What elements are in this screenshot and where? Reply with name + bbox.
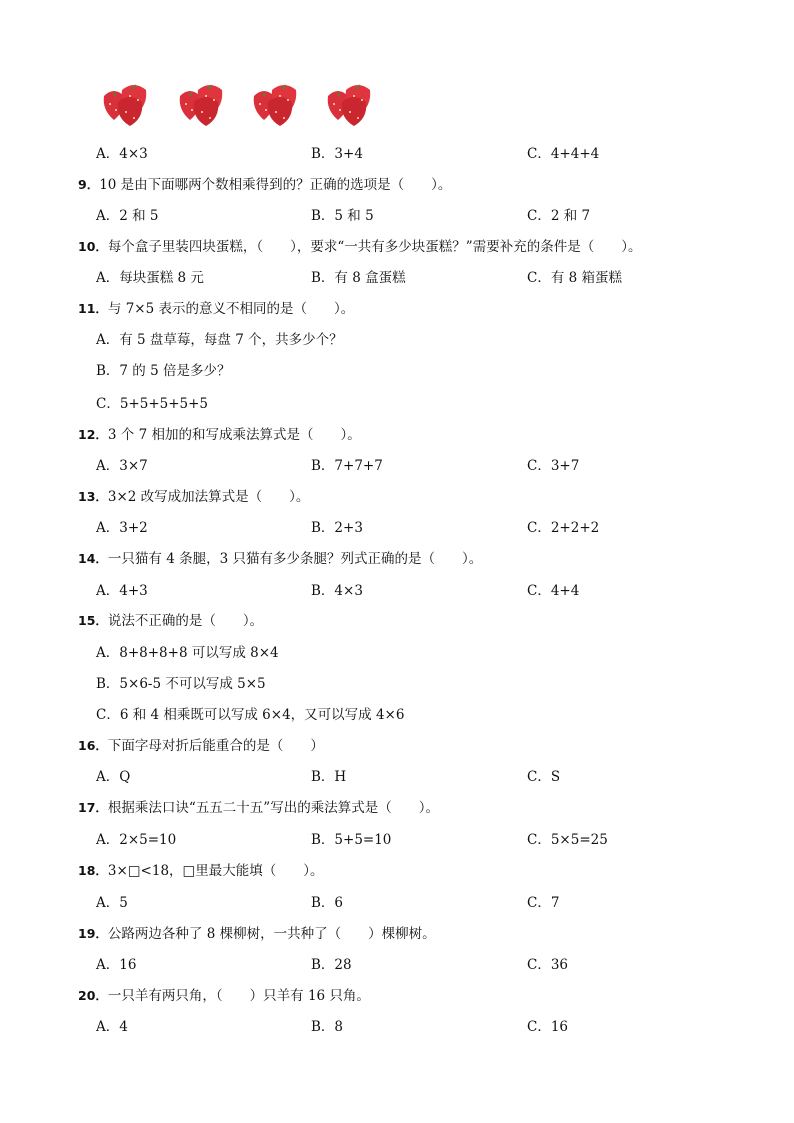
q14-option-b[interactable]: B．4×3 [311,583,363,599]
question-number: 13． [78,489,108,504]
q14-option-a[interactable]: A．4+3 [96,583,148,599]
question-9 [78,176,451,194]
question-number: 14． [78,551,108,566]
q17-option-c[interactable]: C．5×5=25 [527,832,608,848]
q18-option-c[interactable]: C．7 [527,895,560,911]
q14-option-c[interactable]: C．4+4 [527,583,580,599]
q20-option-c[interactable]: C．16 [527,1019,569,1035]
q16-option-b[interactable]: B．H [311,769,347,785]
question-text: 每个盒子里装四块蛋糕，（ ），要求“一共有多少块蛋糕？”需要补充的条件是（ ）。 [107,239,642,255]
q15-option-b[interactable]: B．5×6-5 不可以写成 5×5 [96,676,266,692]
q13-option-a[interactable]: A．3+2 [96,520,148,536]
q10-option-a[interactable]: A．每块蛋糕 8 元 [96,270,204,286]
q10-option-c[interactable]: C．有 8 箱蛋糕 [527,270,623,286]
strawberry-picture [100,80,400,130]
q8-option-a[interactable]: A．4×3 [96,146,148,162]
question-number: 9． [78,177,100,192]
question-number: 16． [78,738,108,753]
q18-option-a[interactable]: A．5 [96,895,128,911]
question-11 [78,300,354,318]
q8-option-b[interactable]: B．3+4 [311,146,363,162]
question-17 [78,799,439,817]
q16-option-a[interactable]: A．Q [96,769,131,785]
question-text: 3 个 7 相加的和写成乘法算式是（ ）。 [107,427,361,443]
strawberry-icon [100,80,156,128]
question-text: 10 是由下面哪两个数相乘得到的？正确的选项是（ ）。 [99,177,452,193]
question-number: 18． [78,863,108,878]
question-text: 3×□<18，□里最大能填（ ）。 [107,863,324,879]
question-12 [78,426,361,444]
question-20 [78,987,370,1005]
q11-option-b[interactable]: B．7 的 5 倍是多少？ [96,363,231,379]
q17-option-b[interactable]: B．5+5=10 [311,832,392,848]
q19-option-a[interactable]: A．16 [96,957,137,973]
q18-option-b[interactable]: B．6 [311,895,344,911]
q15-option-a[interactable]: A．8+8+8+8 可以写成 8×4 [96,645,279,661]
q20-option-a[interactable]: A．4 [96,1019,128,1035]
strawberry-icon [250,80,306,128]
q9-option-a[interactable]: A．2 和 5 [96,208,159,224]
question-text: 一只羊有两只角，（ ）只羊有 16 只角。 [107,988,370,1004]
q17-option-a[interactable]: A．2×5=10 [96,832,177,848]
question-text: 3×2 改写成加法算式是（ ）。 [107,489,310,505]
question-number: 19． [78,926,108,941]
q20-option-b[interactable]: B．8 [311,1019,344,1035]
question-number: 12． [78,427,108,442]
question-14 [78,550,482,568]
question-number: 11． [78,301,108,316]
question-text: 根据乘法口诀“五五二十五”写出的乘法算式是（ ）。 [107,800,439,816]
question-13 [78,488,309,506]
q16-option-c[interactable]: C．S [527,769,561,785]
question-text: 一只猫有 4 条腿，3 只猫有多少条腿？列式正确的是（ ）。 [107,551,483,567]
q19-option-c[interactable]: C．36 [527,957,569,973]
strawberry-icon [324,80,380,128]
q12-option-a[interactable]: A．3×7 [96,458,148,474]
question-text: 说法不正确的是（ ）。 [107,613,264,629]
q11-option-c[interactable]: C．5+5+5+5+5 [96,396,209,412]
q13-option-c[interactable]: C．2+2+2 [527,520,600,536]
q8-option-c[interactable]: C．4+4+4 [527,146,600,162]
q11-option-a[interactable]: A．有 5 盘草莓，每盘 7 个，共多少个？ [96,332,343,348]
question-number: 10． [78,239,108,254]
q12-option-b[interactable]: B．7+7+7 [311,458,383,474]
strawberry-icon [176,80,232,128]
q13-option-b[interactable]: B．2+3 [311,520,363,536]
question-text: 下面字母对折后能重合的是（ ） [107,738,324,754]
question-10 [78,238,641,256]
question-text: 公路两边各种了 8 棵柳树，一共种了（ ）棵柳树。 [107,926,436,942]
question-number: 15． [78,613,108,628]
q12-option-c[interactable]: C．3+7 [527,458,580,474]
question-15 [78,612,263,630]
question-number: 20． [78,988,108,1003]
question-text: 与 7×5 表示的意义不相同的是（ ）。 [107,301,355,317]
question-18 [78,862,324,880]
q9-option-c[interactable]: C．2 和 7 [527,208,591,224]
q15-option-c[interactable]: C．6 和 4 相乘既可以写成 6×4，又可以写成 4×6 [96,707,405,723]
question-19 [78,925,436,943]
q19-option-b[interactable]: B．28 [311,957,352,973]
q9-option-b[interactable]: B．5 和 5 [311,208,374,224]
question-number: 17． [78,800,108,815]
question-16 [78,737,324,755]
q10-option-b[interactable]: B．有 8 盒蛋糕 [311,270,406,286]
